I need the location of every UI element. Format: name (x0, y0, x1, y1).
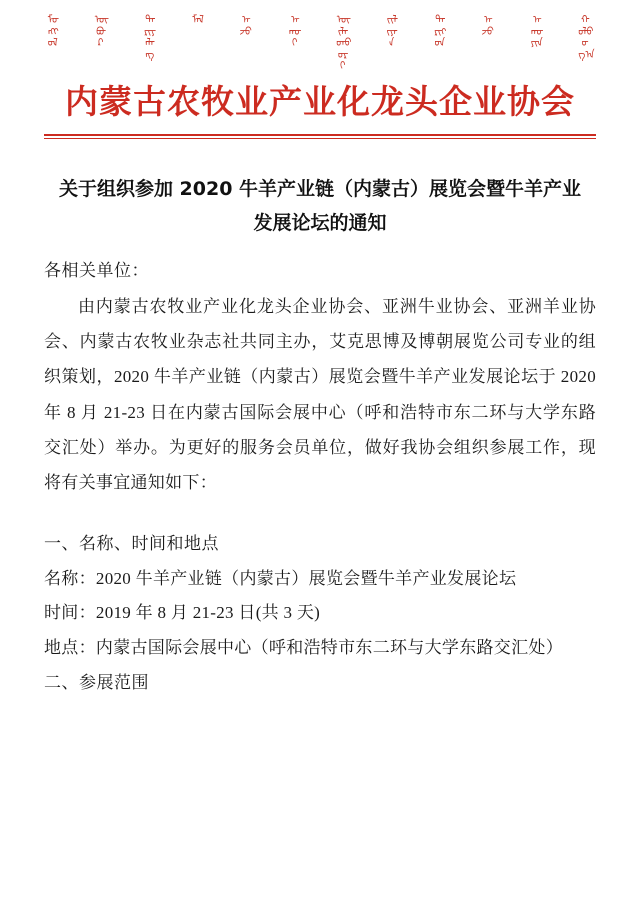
document-body (44, 139, 596, 701)
salutation: 各相关单位： (44, 260, 149, 280)
organization-title: 内蒙古农牧业产业化龙头企业协会 (65, 82, 575, 121)
section-2-heading: 二、参展范围 (44, 673, 149, 693)
mongolian-glyph: ᠠᠬᠤᠶᠢᠨ (530, 14, 543, 50)
intro-paragraph: 由内蒙古农牧业产业化龙头企业协会、亚洲牛业协会、亚洲羊业协会、内蒙古农牧业杂志社共同主办，艾克思博及博朝展览公司专业的组织策划，2020 牛羊产业链（内蒙古）展览会暨牛羊产业发展论坛于 2020 年 8 月 21-23 日在内蒙古国际会展中心（呼和浩特市东二环与大学东路交汇处）举办。为更好的服务会员单位，做好我协会组织参展工作，现将有关事宜通知如下： (44, 296, 596, 493)
mongolian-glyph: ᠠᠵᠤ (240, 14, 253, 38)
mongolian-script-row (44, 14, 596, 76)
divider-thick-line (44, 134, 596, 136)
document-title: 关于组织参加 2020 牛羊产业链（内蒙古）展览会暨牛羊产业发展论坛的通知 (58, 178, 582, 234)
mongolian-glyph: ᠮᠠᠯ (192, 14, 204, 26)
mongolian-glyph: ᠲᠠᠷᠢᠶᠠᠯᠠᠩ (144, 14, 156, 61)
section-1-line-time: 时间：2019 年 8 月 21-23 日(共 3 天) (44, 603, 321, 623)
mongolian-glyph: ᠮᠣᠩᠭᠣᠯ (47, 14, 59, 50)
section-1-line-name: 名称：2020 牛羊产业链（内蒙古）展览会暨牛羊产业发展论坛 (44, 568, 517, 588)
section-1-line-place: 地点：内蒙古国际会展中心（呼和浩特市东二环与大学东路交汇处） (44, 638, 563, 658)
mongolian-glyph: ᠥᠪᠥᠷ (95, 14, 109, 50)
letterhead (44, 0, 596, 139)
mongolian-glyph: ᠠᠬᠤᠢ (289, 14, 301, 50)
mongolian-glyph: ᠵᠢᠯᠢᠶᠡᠨ (386, 14, 397, 50)
mongolian-glyph: ᠬᠣᠯᠪᠣᠭ᠎ᠠ (578, 14, 595, 61)
section-1-heading: 一、名称、时间和地点 (44, 533, 219, 553)
section-spacer (44, 501, 596, 527)
mongolian-glyph: ᠠᠵᠤ (482, 14, 494, 38)
mongolian-glyph: ᠦᠢᠯᠡᠳᠪᠦᠷᠢ (336, 14, 351, 73)
mongolian-glyph: ᠲᠡᠷᠢᠭᠦᠨ (434, 14, 446, 50)
